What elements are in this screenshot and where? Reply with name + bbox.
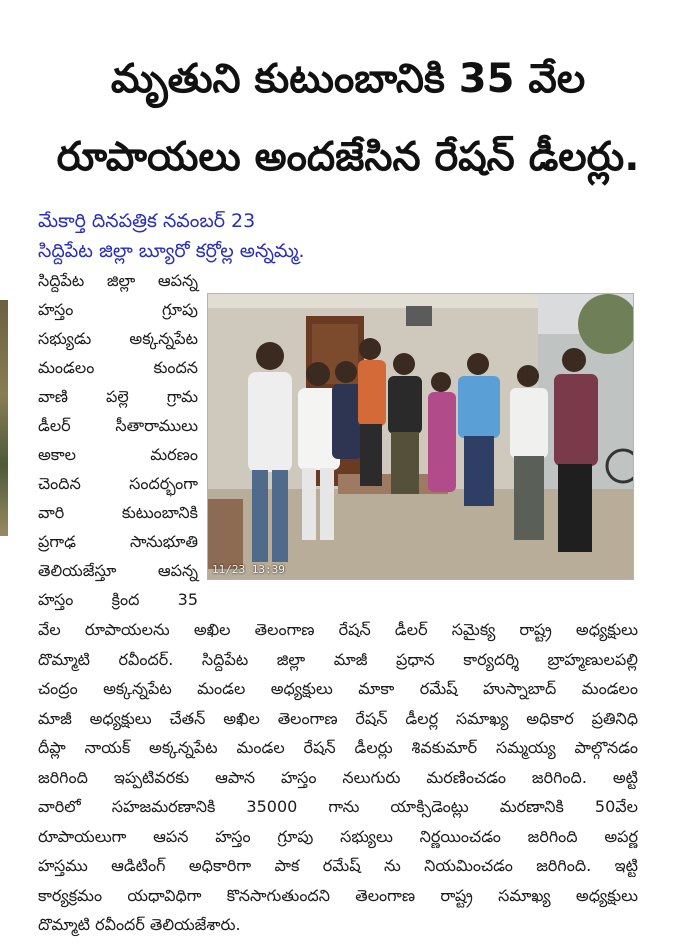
article-line: డీలర్ సీతారాములు xyxy=(38,416,198,435)
dateline-publication: మేకార్తి దినపత్రిక నవంబర్ 23 xyxy=(38,210,256,232)
article-line: వారి కుటుంబానికి xyxy=(38,503,198,522)
article-line: దొమ్మాటి రవీందర్ తెలియజేశారు. xyxy=(38,915,241,934)
article-line: హస్తము ఆడిటింగ్ అధికారిగా పాక రమేష్ ను నియమించడం జరిగింది. ఇట్టి xyxy=(38,856,638,875)
article-line: సిద్దిపేట జిల్లా ఆపన్న xyxy=(38,271,198,290)
article-line: వారిలో సహజమరణానికి 35000 గాను యాక్సిడెంట్లు మరణానికి 50వేల xyxy=(38,797,638,816)
dateline-byline: సిద్దిపేట జిల్లా బ్యూరో కర్రోల్ల అన్నమ్మ. xyxy=(38,240,305,262)
article-line: చెందిన సందర్భంగా xyxy=(38,474,198,493)
article-line: ప్రగాఢ సానుభూతి xyxy=(38,532,198,551)
article-line: తెలియజేస్తూ ఆపన్న xyxy=(38,561,198,580)
article-line: వేల రూపాయలను అఖిల తెలంగాణ రేషన్ డీలర్ సమైక్య రాష్ట్ర అధ్యక్షులు xyxy=(38,620,638,639)
article-line: హస్తం క్రింద 35 xyxy=(38,590,198,609)
news-photo xyxy=(207,293,634,580)
article-line: మాజీ అధ్యక్షులు చేతన్ అఖిల తెలంగాణ రేషన్ డీలర్ల సమాఖ్య అధికార ప్రతినిధి xyxy=(38,708,638,728)
article-line: జరిగింది ఇప్పటివరకు ఆపాన హస్తం నలుగురు మరణించడం జరిగింది. అట్టి xyxy=(38,767,638,787)
article-line: వాణి పల్లె గ్రామ xyxy=(38,387,198,406)
adjacent-photo-edge xyxy=(0,300,8,536)
headline-line-1: మృతుని కుటుంబానికి 35 వేల xyxy=(110,56,586,102)
article-line: చంద్రం అక్కన్నపేట మండల అధ్యక్షులు మాకా రమేష్ హుస్నాబాద్ మండలం xyxy=(38,679,638,698)
headline-line-2: రూపాయలు అందజేసిన రేషన్ డీలర్లు. xyxy=(56,134,640,180)
article-line: దొమ్మాటి రవీందర్. సిద్దిపేట జిల్లా మాజీ ప్రధాన కార్యదర్శి బ్రాహ్మణులపల్లి xyxy=(38,649,638,669)
article-line: రూపాయలుగా ఆపన హస్తం గ్రూపు సభ్యులు నిర్ణయించడం జరిగింది అపర్ణ xyxy=(38,826,638,846)
article-line: అకాల మరణం xyxy=(38,445,198,464)
article-line: హస్తం గ్రూపు xyxy=(38,300,198,319)
photo-scene xyxy=(208,294,633,579)
article-line: మండలం కుందన xyxy=(38,358,198,377)
article-line: దీప్లా నాయక్ అక్కన్నపేట మండల రేషన్ డీలర్లు శివకుమార్ సమ్మయ్య పాల్గొనడం xyxy=(38,738,638,757)
photo-timestamp: 11/23 13:39 xyxy=(212,563,285,576)
article-line: కార్యక్రమం యధావిధిగా కొనసాగుతుందని తెలంగాణ రాష్ట్ర సమాఖ్య అధ్యక్షులు xyxy=(38,885,638,905)
article-line: సభ్యుడు అక్కన్నపేట xyxy=(38,329,198,348)
